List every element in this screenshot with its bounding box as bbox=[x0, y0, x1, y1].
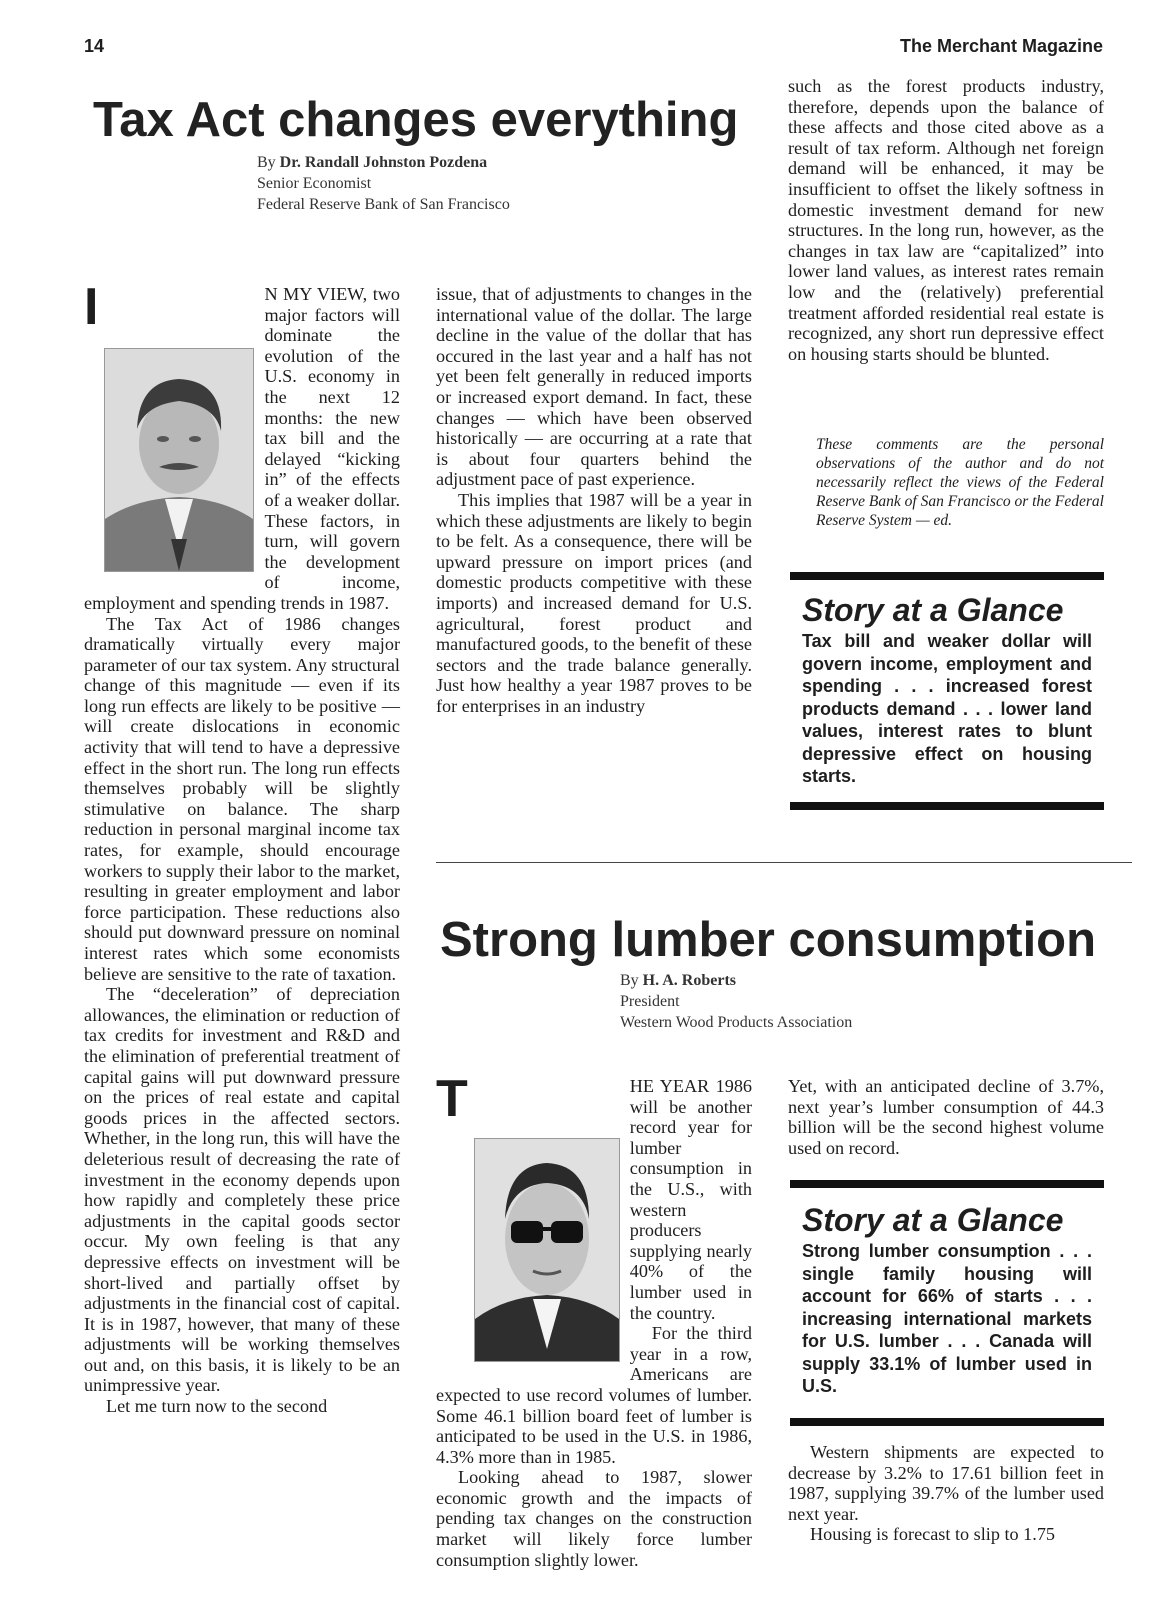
glance-summary: Strong lumber consumption . . . single family housing will account for 66% of starts . . . increasing international markets for U.S. lumber . . . Canada will supply 33.1% of lumber used in U.S. bbox=[802, 1241, 1092, 1396]
article2-column-2 bbox=[436, 1070, 752, 1570]
paragraph: Housing is forecast to slip to 1.75 bbox=[810, 1524, 1056, 1545]
author-title: Senior Economist bbox=[257, 175, 372, 192]
paragraph: The Tax Act of 1986 changes dramatically virtually every major parameter of our tax system. Any structural change of this magnitude — even if its long run effects are likely to be positive — will create dislocations in economic activity that will tend to have a depressive effect in the short run. The long run effects themselves probably will be slightly stimulative on balance. The sharp reduction in personal marginal income tax rates, for example, should encourage workers to supply their labor to the market, resulting in greater employment and labor force participation. These reductions also should put downward pressure on nominal interest rates which some economists believe are sensitive to the rate of taxation. bbox=[84, 613, 400, 984]
paragraph: N MY VIEW, two major factors will dominate the evolution of the U.S. economy in the next 12 months: the new tax bill and the delayed “kicking in” of the effects of a weaker dollar. These factors, in turn, will govern the development of income, employment and spending trends in 1987. bbox=[84, 284, 400, 613]
magazine-name: The Merchant Magazine bbox=[899, 36, 1103, 56]
page-number: 14 bbox=[84, 36, 105, 56]
drop-cap: I bbox=[84, 278, 99, 336]
author-title: President bbox=[620, 993, 680, 1010]
paragraph: The “deceleration” of depreciation allowances, the elimination or reduction of tax credits for investment and R&D and the elimination of preferential treatment of capital gains will put downward pressure on the prices of real estate and capital goods prices in the affected sectors. Whether, in the long run, this will have the deleterious result of decreasing the rate of investment in the economy depends upon how rapidly and completely these price adjustments in the capital goods sector occur. My own feeling is that any depressive effects on investment will be short-lived and partially offset by adjustments in the financial cost of capital. It is in 1987, however, that many of these adjustments will be working themselves out and, on this basis, it is likely to be an unimpressive year. bbox=[84, 984, 400, 1396]
paragraph: Let me turn now to the second bbox=[106, 1396, 328, 1417]
article2-column-3-bottom bbox=[788, 1442, 1104, 1545]
byline-prefix: By bbox=[257, 154, 276, 171]
glance-heading: Story at a Glance bbox=[802, 592, 1064, 628]
article2-title: Strong lumber consumption bbox=[440, 913, 1097, 967]
paragraph: Yet, with an anticipated decline of 3.7%, next year’s lumber consumption of 44.3 billion will be the second highest volume used on record. bbox=[788, 1076, 1104, 1158]
paragraph: issue, that of adjustments to changes in the international value of the dollar. The large decline in the value of the dollar that has occured in the last year and a half has not yet been felt generally in reduced imports or increased export demand. In fact, these changes — which have been observed historically — are occurring at a rate that is about four quarters behind the adjustment pace of past experience. bbox=[436, 284, 752, 490]
author-org: Federal Reserve Bank of San Francisco bbox=[257, 196, 510, 213]
author-name: H. A. Roberts bbox=[642, 972, 736, 989]
article2-byline bbox=[620, 970, 852, 1033]
paragraph: Western shipments are expected to decrease by 3.2% to 17.61 billion feet in 1987, supplying 39.7% of the lumber used next year. bbox=[788, 1442, 1104, 1524]
article1-title: Tax Act changes everything bbox=[93, 93, 739, 147]
author-photo-roberts bbox=[474, 1138, 620, 1362]
drop-cap: T bbox=[436, 1070, 468, 1128]
article1-column-2 bbox=[436, 284, 752, 716]
editor-note: These comments are the personal observations of the author and do not necessarily reflect the views of the Federal Reserve Bank of San Francisco or the Federal Reserve System — ed. bbox=[816, 436, 1104, 529]
paragraph: For the third year in a row, Americans are expected to use record volumes of lumber. Some 46.1 billion board feet of lumber is anticipated to be used in the U.S. in 1986, 4.3% more than in 1985. bbox=[436, 1323, 752, 1467]
author-org: Western Wood Products Association bbox=[620, 1014, 853, 1031]
article-divider bbox=[436, 862, 1132, 863]
paragraph: such as the forest products industry, therefore, depends upon the balance of these affects and those cited above as a result of tax reform. Although net foreign demand will be enhanced, it may be insufficient to offset the likely softness in domestic investment demand for new structures. In the long run, however, as the changes in tax law are “capitalized” into lower land values, as interest rates remain low and the (relatively) preferential treatment afforded residential real estate is recognized, any short run depressive effect on housing starts should be blunted. bbox=[788, 76, 1104, 364]
paragraph: HE YEAR 1986 will be another record year for lumber consumption in the U.S., with western producers supplying nearly 40% of the lumber used in the country. bbox=[629, 1076, 752, 1323]
article1-column-1 bbox=[84, 278, 400, 1574]
author-name: Dr. Randall Johnston Pozdena bbox=[279, 154, 488, 171]
story-at-a-glance-box bbox=[790, 572, 1104, 810]
article1-byline bbox=[257, 152, 510, 215]
paragraph: Looking ahead to 1987, slower economic growth and the impacts of pending tax changes on the construction market will likely force lumber consumption slightly lower. bbox=[436, 1467, 752, 1570]
article1-column-3 bbox=[788, 76, 1104, 364]
byline-prefix: By bbox=[620, 972, 639, 989]
glance-summary: Tax bill and weaker dollar will govern income, employment and spending . . . increased forest products demand . . . lower land values, interest rates to blunt depressive effect on housing starts. bbox=[802, 631, 1092, 786]
article2-column-3-top bbox=[788, 1076, 1104, 1158]
glance-heading: Story at a Glance bbox=[802, 1202, 1064, 1238]
paragraph: This implies that 1987 will be a year in which these adjustments are likely to begin to be felt. As a consequence, there will be upward pressure on import prices (and domestic products competitive with these imports) and increased demand for U.S. agricultural, forest product and manufactured goods, to the benefit of these sectors and the trade balance generally. Just how healthy a year 1987 proves to be for enterprises in an industry bbox=[436, 489, 752, 716]
story-at-a-glance-box bbox=[790, 1180, 1104, 1426]
author-photo-pozdena bbox=[104, 348, 254, 572]
